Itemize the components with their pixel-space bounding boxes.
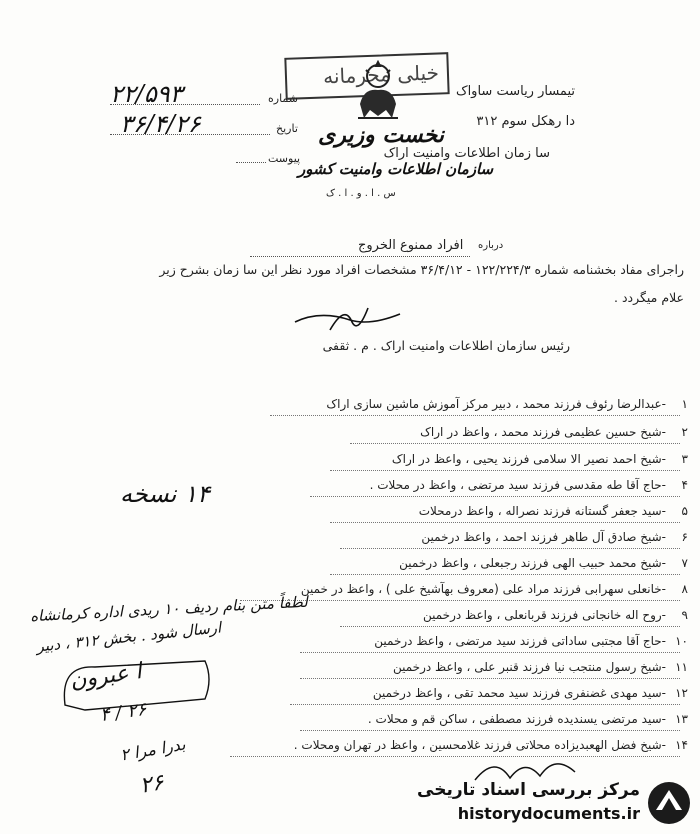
date-value: ۳۶/۴/۲۶	[120, 110, 201, 138]
list-item	[373, 686, 688, 706]
attachment-dots	[236, 162, 266, 163]
paragraph-line-2: علام میگردد .	[614, 290, 684, 305]
signature-scribble	[290, 300, 410, 340]
list-item-number: ۱۱	[675, 660, 688, 674]
list-item-text: خانعلی سهرابی فرزند مراد علی (معروف بهآشیخ علی ) ، واعظ در خمین	[300, 582, 662, 596]
list-item-number: ۷	[681, 556, 688, 570]
list-item-number: ۹	[681, 608, 688, 622]
copies-count-note: ۱۴ نسخه	[120, 480, 210, 508]
list-item	[374, 634, 688, 654]
list-item	[423, 608, 688, 628]
list-item-dash: -	[661, 686, 666, 700]
list-item-dash: -	[661, 530, 666, 544]
list-item	[419, 504, 688, 524]
list-item	[399, 556, 688, 576]
stamp-text: خیلی محرمانه	[322, 60, 440, 89]
list-item	[393, 660, 688, 680]
list-item	[420, 425, 688, 445]
list-item-text: عبدالرضا رئوف فرزند محمد ، دبیر مرکز آموزش ماشین سازی اراک	[326, 397, 662, 411]
list-item	[370, 478, 688, 498]
list-item-text: سید مرتضی یسندیده فرزند مصطفی ، ساکن قم و محلات .	[367, 712, 662, 726]
list-item-dash: -	[661, 634, 666, 648]
lion-and-sun-emblem	[352, 60, 404, 124]
list-item-number: ۱۴	[675, 738, 688, 752]
list-item	[368, 712, 688, 732]
recipient-line-2: دا رهکل سوم ۳۱۲	[476, 114, 575, 129]
list-item-number: ۱	[681, 397, 688, 411]
list-item	[301, 582, 688, 602]
list-item-number: ۴	[681, 478, 688, 492]
list-item-underline	[290, 704, 680, 705]
list-item-underline	[340, 548, 680, 549]
list-item-underline	[330, 574, 680, 575]
list-item-text: شیخ احمد نصیر الا سلامی فرزند یحیی ، واعظ در اراک	[391, 452, 662, 466]
list-item-text: سید مهدی غضنفری فرزند سید محمد تقی ، واعظ درخمین	[372, 686, 662, 700]
list-item-dash: -	[661, 452, 666, 466]
list-item-underline	[300, 652, 680, 653]
bottom-date-note: ۲۶	[138, 770, 166, 799]
list-item	[392, 452, 688, 472]
list-item-dash: -	[661, 712, 666, 726]
list-item-dash: -	[661, 504, 666, 518]
org-code: س . ا . و . ا . ک	[326, 188, 396, 199]
organization-title: سازمان اطلاعات وامنیت کشور	[298, 160, 494, 178]
list-item-dash: -	[661, 397, 666, 411]
ministry-title: نخست وزیری	[318, 122, 444, 148]
list-item-text: شیخ فضل الهعبدیزاده محلاتی فرزند غلامحسین ، واعظ در تهران ومحلات .	[293, 738, 662, 752]
list-item-dash: -	[661, 738, 666, 752]
handwritten-note-line-2: ارسال شود . بخش ۳۱۲ ، دبیر	[35, 618, 222, 656]
list-item-dash: -	[661, 608, 666, 622]
list-item-number: ۳	[681, 452, 688, 466]
subject-text: افراد ممنوع الخروج	[358, 238, 464, 253]
subject-dots	[250, 256, 470, 257]
watermark-name: مرکز بررسی اسناد تاریخی	[417, 780, 640, 800]
recipient-line-3: سا زمان اطلاعات وامنیت اراک	[383, 146, 550, 161]
watermark-logo-icon	[646, 780, 692, 826]
attachment-label: پیوست	[268, 152, 301, 165]
list-item	[326, 397, 688, 417]
subject-label: درباره	[478, 240, 504, 251]
list-item-number: ۸	[681, 582, 688, 596]
paragraph-line-1: راجرای مفاد بخشنامه شماره ۱۲۲/۲۲۴/۳ - ۳۶/۴/۱۲ مشخصات افراد مورد نظر این سا زمان بشرح زیر	[159, 262, 684, 277]
list-item-underline	[310, 496, 680, 497]
list-item-text: شیخ محمد حبیب الهی فرزند رجبعلی ، واعظ درخمین	[399, 556, 662, 570]
list-item-underline	[300, 678, 680, 679]
list-item-underline	[340, 626, 680, 627]
number-dots	[110, 104, 260, 105]
list-item-underline	[330, 522, 680, 523]
margin-note: بدرا مرا ۲	[118, 734, 187, 765]
number-value: ۲۲/۵۹۳	[110, 80, 183, 108]
list-item-number: ۱۰	[675, 634, 688, 648]
list-item-underline	[230, 756, 680, 757]
signature-line: رئیس سازمان اطلاعات وامنیت اراک . م . ثقفی	[322, 338, 570, 353]
list-item	[421, 530, 688, 550]
watermark-url: historydocuments.ir	[457, 804, 640, 823]
handwritten-note-line-1: لطفاً متن بنام ردیف ۱۰ ریدی اداره کرمانشاه	[29, 592, 309, 626]
list-item-text: سید جعفر گستانه فرزند نصراله ، واعظ درمحلات	[418, 504, 662, 518]
recipient-line-1: تیمسار ریاست ساواک	[455, 84, 575, 99]
list-item-text: حاج آقا مجتبی ساداتی فرزند سید مرتضی ، واعظ درخمین	[374, 634, 662, 648]
list-item-dash: -	[661, 425, 666, 439]
date-label: تاریخ	[276, 122, 298, 135]
list-item-number: ۱۳	[675, 712, 688, 726]
list-item-dash: -	[661, 478, 666, 492]
list-item-number: ۱۲	[675, 686, 688, 700]
list-item-text: روح اله خانجانی فرزند قربانعلی ، واعظ درخمین	[422, 608, 662, 622]
list-item-number: ۶	[681, 530, 688, 544]
list-item-number: ۲	[681, 425, 688, 439]
list-item-text: شیخ صادق آل طاهر فرزند احمد ، واعظ درخمین	[421, 530, 662, 544]
list-item-dash: -	[661, 660, 666, 674]
list-item-underline	[270, 415, 680, 416]
handwritten-note-line-3: ا عبرون	[68, 659, 144, 694]
list-item-dash: -	[661, 556, 666, 570]
list-item-text: شیخ حسین عظیمی فرزند محمد ، واعظ در اراک	[420, 425, 662, 439]
handwritten-note-line-4: ۲۶ / ۴	[98, 698, 148, 727]
number-label: شماره	[268, 92, 299, 105]
list-item-text: شیخ رسول منتجب نیا فرزند قنبر علی ، واعظ درخمین	[392, 660, 662, 674]
list-item-underline	[300, 730, 680, 731]
watermark	[392, 778, 692, 828]
list-item-underline	[350, 443, 680, 444]
date-dots	[110, 134, 270, 135]
list-item-dash: -	[661, 582, 666, 596]
list-item-text: حاج آقا طه مقدسی فرزند سید مرتضی ، واعظ در محلات .	[369, 478, 662, 492]
list-item-underline	[330, 470, 680, 471]
list-item-number: ۵	[681, 504, 688, 518]
